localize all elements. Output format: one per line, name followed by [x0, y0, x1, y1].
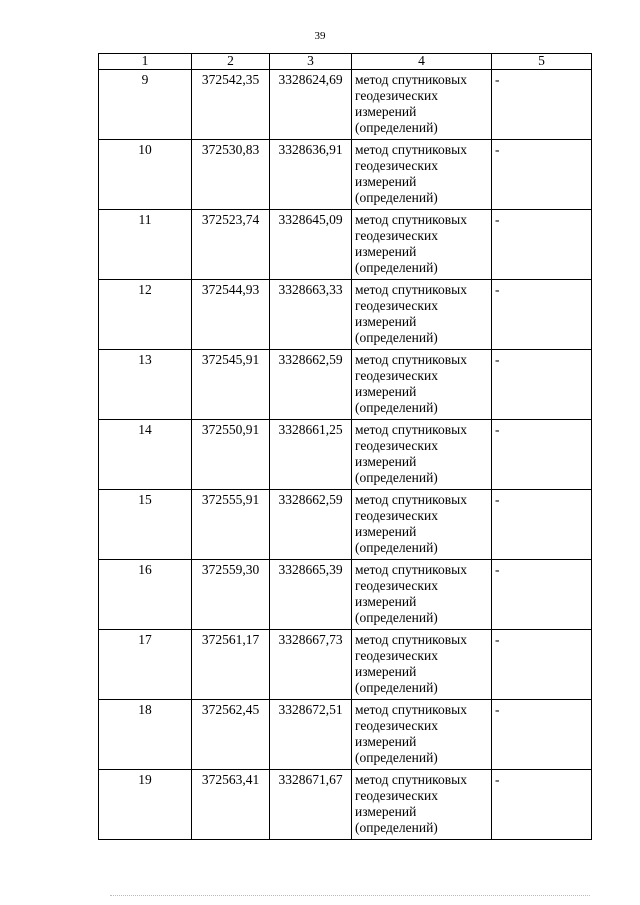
point-number: 15 [99, 490, 192, 560]
coordinate-y: 3328636,91 [270, 140, 352, 210]
column-5-value: - [492, 490, 592, 560]
method-description [352, 70, 492, 140]
point-number: 19 [99, 770, 192, 840]
column-5-value: - [492, 700, 592, 770]
coordinate-y: 3328672,51 [270, 700, 352, 770]
table-row [99, 210, 592, 280]
method-line: (определений) [355, 540, 438, 555]
method-line: геодезических [355, 718, 438, 733]
coordinate-x: 372555,91 [192, 490, 270, 560]
method-line: геодезических [355, 158, 438, 173]
coordinate-y: 3328665,39 [270, 560, 352, 630]
method-line: измерений [355, 174, 417, 189]
method-line: метод спутниковых [355, 632, 467, 647]
method-line: (определений) [355, 750, 438, 765]
point-number: 9 [99, 70, 192, 140]
method-line: (определений) [355, 190, 438, 205]
coordinate-x: 372544,93 [192, 280, 270, 350]
method-line: геодезических [355, 578, 438, 593]
method-line: (определений) [355, 680, 438, 695]
method-line: измерений [355, 104, 417, 119]
column-header-1: 1 [99, 54, 192, 70]
coordinate-x: 372562,45 [192, 700, 270, 770]
coordinate-y: 3328661,25 [270, 420, 352, 490]
coordinate-y: 3328624,69 [270, 70, 352, 140]
column-5-value: - [492, 420, 592, 490]
column-5-value: - [492, 350, 592, 420]
method-line: (определений) [355, 820, 438, 835]
method-description [352, 770, 492, 840]
method-line: метод спутниковых [355, 702, 467, 717]
table-body [99, 70, 592, 840]
coordinate-x: 372530,83 [192, 140, 270, 210]
method-line: геодезических [355, 88, 438, 103]
method-line: измерений [355, 384, 417, 399]
method-line: метод спутниковых [355, 142, 467, 157]
method-description [352, 140, 492, 210]
method-line: геодезических [355, 438, 438, 453]
method-description [352, 490, 492, 560]
table-row [99, 70, 592, 140]
method-description [352, 700, 492, 770]
table-row [99, 560, 592, 630]
table-row [99, 700, 592, 770]
coordinate-y: 3328663,33 [270, 280, 352, 350]
column-header-2: 2 [192, 54, 270, 70]
method-description [352, 280, 492, 350]
column-5-value: - [492, 280, 592, 350]
coordinate-x: 372542,35 [192, 70, 270, 140]
table-row [99, 280, 592, 350]
point-number: 17 [99, 630, 192, 700]
coordinate-x: 372545,91 [192, 350, 270, 420]
column-5-value: - [492, 140, 592, 210]
coordinate-x: 372523,74 [192, 210, 270, 280]
method-line: (определений) [355, 330, 438, 345]
method-line: метод спутниковых [355, 352, 467, 367]
table-row [99, 140, 592, 210]
column-5-value: - [492, 770, 592, 840]
table-row [99, 350, 592, 420]
header-row [99, 54, 592, 70]
method-description [352, 350, 492, 420]
table-header [99, 54, 592, 70]
coordinates-table [98, 53, 592, 840]
method-line: геодезических [355, 648, 438, 663]
column-5-value: - [492, 560, 592, 630]
point-number: 11 [99, 210, 192, 280]
table-row [99, 630, 592, 700]
point-number: 14 [99, 420, 192, 490]
method-line: измерений [355, 244, 417, 259]
coordinate-x: 372563,41 [192, 770, 270, 840]
method-description [352, 560, 492, 630]
method-line: метод спутниковых [355, 562, 467, 577]
method-line: измерений [355, 594, 417, 609]
method-line: метод спутниковых [355, 72, 467, 87]
method-line: метод спутниковых [355, 212, 467, 227]
coordinate-x: 372561,17 [192, 630, 270, 700]
method-line: метод спутниковых [355, 422, 467, 437]
method-line: метод спутниковых [355, 772, 467, 787]
coordinate-x: 372559,30 [192, 560, 270, 630]
method-line: измерений [355, 734, 417, 749]
point-number: 18 [99, 700, 192, 770]
method-line: измерений [355, 314, 417, 329]
method-line: геодезических [355, 508, 438, 523]
coordinate-y: 3328667,73 [270, 630, 352, 700]
method-description [352, 630, 492, 700]
column-header-5: 5 [492, 54, 592, 70]
method-line: (определений) [355, 400, 438, 415]
method-line: измерений [355, 804, 417, 819]
method-description [352, 210, 492, 280]
column-header-3: 3 [270, 54, 352, 70]
table-row [99, 420, 592, 490]
method-line: метод спутниковых [355, 282, 467, 297]
coordinate-y: 3328662,59 [270, 350, 352, 420]
method-line: измерений [355, 524, 417, 539]
method-line: геодезических [355, 298, 438, 313]
method-line: (определений) [355, 470, 438, 485]
method-line: (определений) [355, 610, 438, 625]
table-row [99, 490, 592, 560]
method-line: измерений [355, 664, 417, 679]
coordinate-x: 372550,91 [192, 420, 270, 490]
point-number: 10 [99, 140, 192, 210]
footer-scan-mark [110, 895, 590, 898]
point-number: 12 [99, 280, 192, 350]
coordinate-y: 3328645,09 [270, 210, 352, 280]
method-line: измерений [355, 454, 417, 469]
method-line: геодезических [355, 368, 438, 383]
column-5-value: - [492, 210, 592, 280]
page-number: 39 [314, 30, 326, 42]
method-line: геодезических [355, 228, 438, 243]
column-header-4: 4 [352, 54, 492, 70]
method-line: метод спутниковых [355, 492, 467, 507]
method-line: геодезических [355, 788, 438, 803]
method-line: (определений) [355, 120, 438, 135]
coordinate-y: 3328662,59 [270, 490, 352, 560]
coordinate-y: 3328671,67 [270, 770, 352, 840]
point-number: 13 [99, 350, 192, 420]
point-number: 16 [99, 560, 192, 630]
column-5-value: - [492, 630, 592, 700]
method-line: (определений) [355, 260, 438, 275]
table-row [99, 770, 592, 840]
method-description [352, 420, 492, 490]
column-5-value: - [492, 70, 592, 140]
